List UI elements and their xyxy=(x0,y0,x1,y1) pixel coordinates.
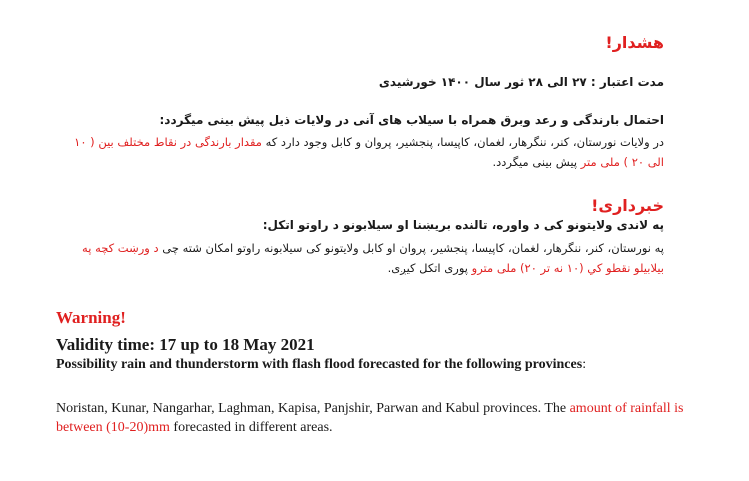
english-headline-colon: : xyxy=(582,357,587,372)
english-headline-text: Possibility rain and thunderstorm with flash flood forecasted for the following provinces xyxy=(56,357,583,372)
english-rainfall-amount: amount of rainfall is between (10-20)mm xyxy=(56,401,684,435)
pashto-forecast-headline: په لاندی ولایتونو کی د واوره، تالنده بریښنا او سیلابونو د راوتو اتکل: xyxy=(262,218,664,232)
pashto-body-text: په نورستان، کنر، ننگرهار، لغمان، کاپیسا، پنجشیر، پروان او کابل ولایتونو کی سیلابونه راوتو امکان شته چی xyxy=(158,241,664,255)
dari-warning-heading: هشدار! xyxy=(605,33,664,52)
english-validity-line: Validity time: 17 up to 18 May 2021 xyxy=(56,335,315,354)
dari-body-tail: پیش بینی میگردد. xyxy=(492,155,581,169)
english-warning-heading: Warning! xyxy=(56,308,126,327)
english-forecast-body xyxy=(56,399,696,437)
dari-forecast-headline: احتمال بارندگی و رعد وبرق همراه با سیلاب های آنی در ولایات ذیل پیش بینی میگردد: xyxy=(159,113,664,127)
english-forecast-headline xyxy=(56,355,696,374)
dari-rainfall-amount: مقدار بارندگی در نقاط مختلف بین ( ۱۰ الی ۲۰ ) ملی متر xyxy=(74,135,664,169)
dari-body-text: در ولایات نورستان، کنر، ننگرهار، لغمان، کاپیسا، پنجشیر، پروان و کابل وجود دارد که xyxy=(261,135,664,149)
pashto-forecast-body xyxy=(64,238,664,278)
english-body-tail: forecasted in different areas. xyxy=(169,420,333,435)
dari-forecast-body xyxy=(64,132,664,172)
english-body-text: Noristan, Kunar, Nangarhar, Laghman, Kapisa, Panjshir, Parwan and Kabul provinces. The xyxy=(56,401,570,416)
dari-validity-line: مدت اعتبار : ۲۷ الی ۲۸ ثور سال ۱۴۰۰ خورشیدی xyxy=(378,75,664,89)
pashto-rainfall-amount: د ورښت کچه په بیلابیلو نقطو کي (۱۰ نه تر ۲۰) ملی مترو xyxy=(82,241,664,275)
pashto-warning-heading: خبرداری! xyxy=(591,196,664,215)
pashto-body-tail: پوری اتکل کیږی. xyxy=(387,261,472,275)
